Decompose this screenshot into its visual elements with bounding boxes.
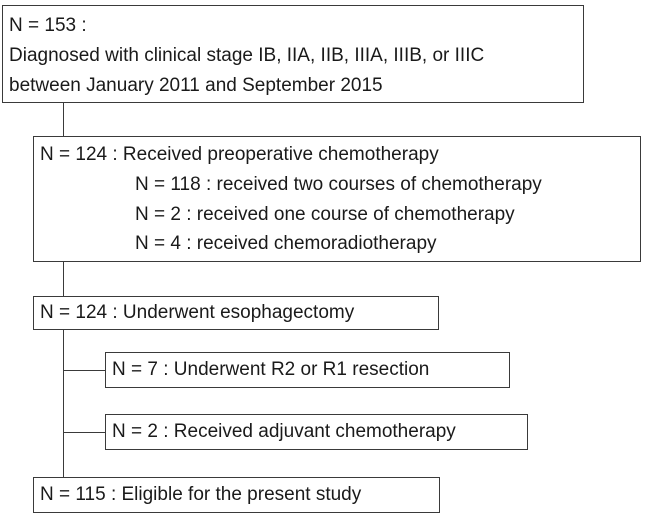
connector-initial-to-preop [63,103,64,136]
preoperative-chemotherapy-box [33,136,641,262]
connector-surgery-to-eligible [63,330,64,482]
eligible-text: N = 115 : Eligible for the present study [40,484,362,505]
connector-preop-to-surgery [63,262,64,296]
esophagectomy-text: N = 124 : Underwent esophagectomy [40,302,355,323]
esophagectomy-box [33,296,439,330]
connector-to-adjuvant-box [63,432,105,433]
initial-diagnosis-text: Diagnosed with clinical stage IB, IIA, IIB, IIIA, IIIB, or IIIC [9,45,485,66]
excluded-resection-box [105,352,510,388]
excluded-resection-text: N = 7 : Underwent R2 or R1 resection [112,359,430,380]
connector-to-resection-box [63,370,105,371]
eligible-population-box [33,477,440,513]
preop-one-course-text: N = 2 : received one course of chemotherapy [135,204,515,225]
preop-chemoradiotherapy-text: N = 4 : received chemoradiotherapy [135,233,437,254]
excluded-adjuvant-box [105,414,528,450]
initial-date-range-text: between January 2011 and September 2015 [9,75,383,96]
preop-count-label: N = 124 : Received preoperative chemotherapy [40,144,439,165]
excluded-adjuvant-text: N = 2 : Received adjuvant chemotherapy [112,421,456,442]
initial-count-label: N = 153 : [9,15,87,36]
preop-two-courses-text: N = 118 : received two courses of chemotherapy [135,174,542,195]
initial-population-box [2,5,584,103]
